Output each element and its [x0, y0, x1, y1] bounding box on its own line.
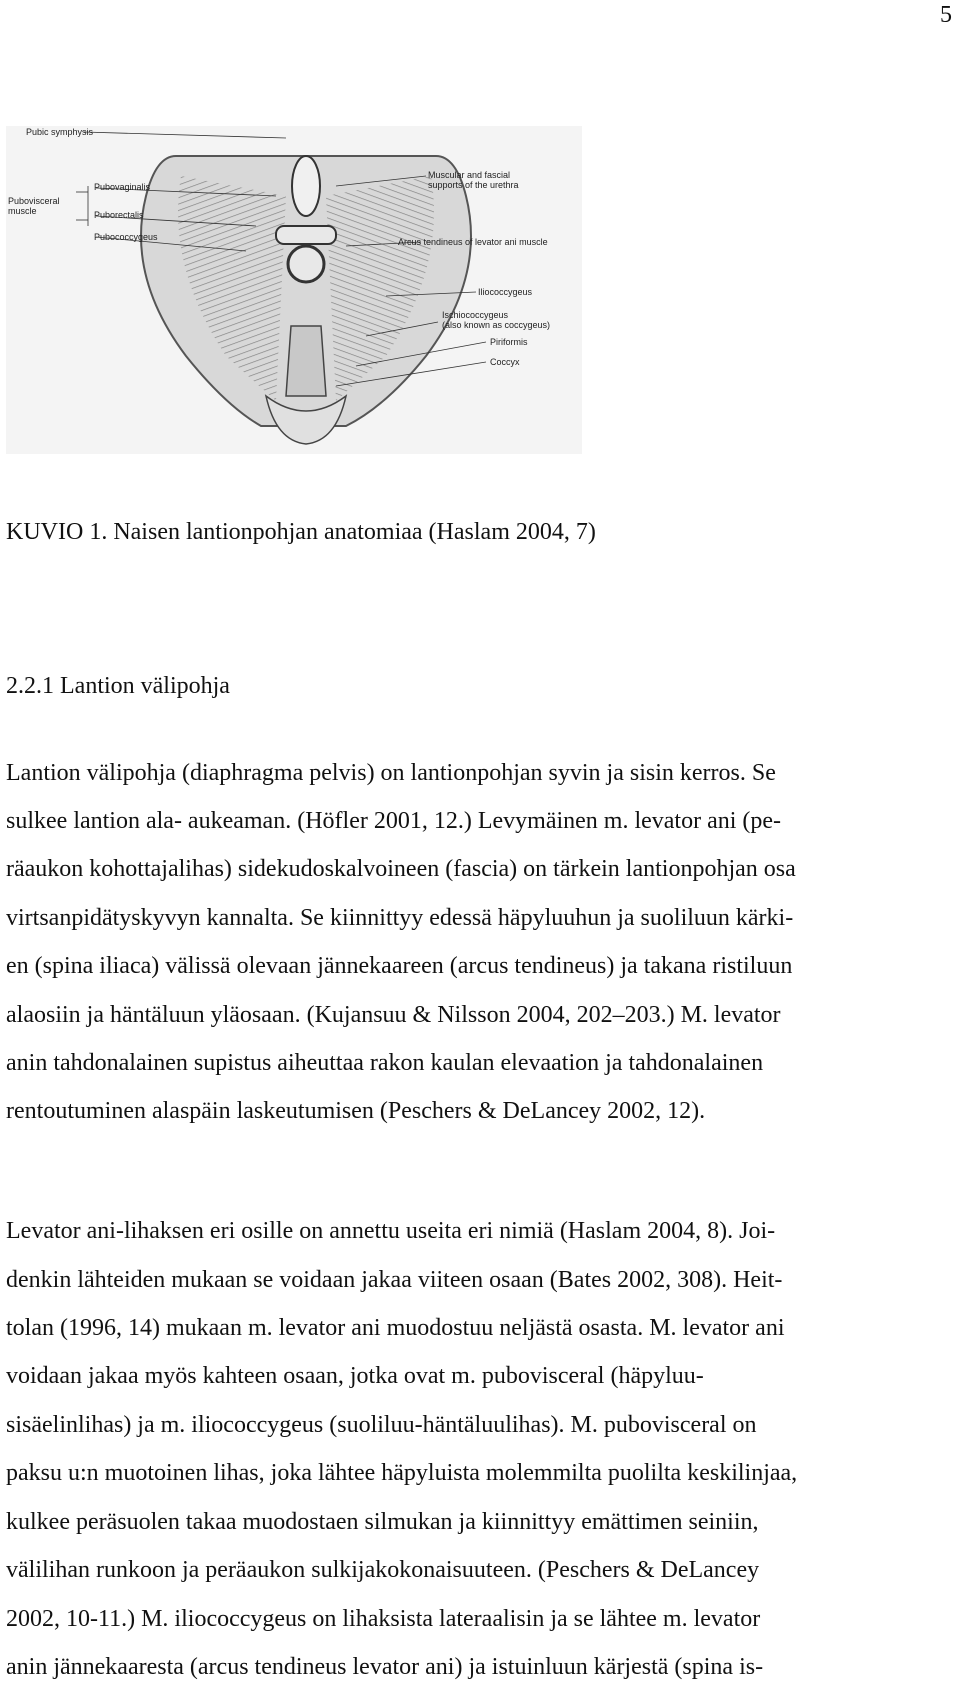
- paragraph-line: anin tahdonalainen supistus aiheuttaa rakon kaulan elevaation ja tahdonalainen: [6, 1050, 764, 1076]
- paragraph-line: en (spina iliaca) välissä olevaan jännekaareen (arcus tendineus) ja takana ristiluun: [6, 953, 793, 979]
- label-iliococcygeus: Iliococcygeus: [478, 287, 533, 297]
- paragraph-line: virtsanpidätyskyvyn kannalta. Se kiinnittyy edessä häpyluuhun ja suoliluun kärki-: [6, 905, 794, 931]
- paragraph-line: sulkee lantion ala- aukeaman. (Höfler 2001, 12.) Levymäinen m. levator ani (pe-: [6, 808, 782, 834]
- paragraph-line: rentoutuminen alaspäin laskeutumisen (Peschers & DeLancey 2002, 12).: [6, 1098, 706, 1124]
- section-heading: 2.2.1 Lantion välipohja: [6, 673, 230, 699]
- paragraph-line: Lantion välipohja (diaphragma pelvis) on lantionpohjan syvin ja sisin kerros. Se: [6, 760, 776, 786]
- label-pubovisceral-muscle-1: Pubovisceral: [8, 196, 60, 206]
- page-number: 5: [940, 2, 952, 28]
- paragraph-line: Levator ani-lihaksen eri osille on annettu useita eri nimiä (Haslam 2004, 8). Joi-: [6, 1218, 776, 1244]
- paragraph-line: alaosiin ja häntäluun yläosaan. (Kujansuu & Nilsson 2004, 202–203.) M. levator: [6, 1002, 781, 1028]
- paragraph-line: paksu u:n muotoinen lihas, joka lähtee häpyluista molemmilta puolilta keskilinjaa,: [6, 1460, 798, 1486]
- paragraph-line: räaukon kohottajalihas) sidekudoskalvoineen (fascia) on tärkein lantionpohjan osa: [6, 856, 796, 882]
- pelvic-floor-figure: [6, 126, 582, 454]
- paragraph-line: tolan (1996, 14) mukaan m. levator ani muodostuu neljästä osasta. M. levator ani: [6, 1315, 785, 1341]
- vagina-shape: [276, 226, 336, 244]
- figure-caption: KUVIO 1. Naisen lantionpohjan anatomiaa (Haslam 2004, 7): [6, 519, 596, 545]
- rectum-shape: [288, 246, 324, 282]
- paragraph-line: denkin lähteiden mukaan se voidaan jakaa viiteen osaan (Bates 2002, 308). Heit-: [6, 1267, 783, 1293]
- label-pubococcygeus: Pubococcygeus: [94, 232, 158, 242]
- label-puborectalis: Puborectalis: [94, 210, 144, 220]
- paragraph-line: anin jännekaaresta (arcus tendineus levator ani) ja istuinluun kärjestä (spina is-: [6, 1654, 764, 1680]
- label-muscular-fascial-2: supports of the urethra: [428, 180, 519, 190]
- paragraph-line: 2002, 10-11.) M. iliococcygeus on lihaksista lateraalisin ja se lähtee m. levator: [6, 1606, 761, 1632]
- paragraph-line: voidaan jakaa myös kahteen osaan, jotka ovat m. pubovisceral (häpyluu-: [6, 1363, 704, 1389]
- label-pubovaginalis: Pubovaginalis: [94, 182, 151, 192]
- label-ischiococcygeus-2: (also known as coccygeus): [442, 320, 551, 330]
- paragraph-line: sisäelinlihas) ja m. iliococcygeus (suoliluu-häntäluulihas). M. pubovisceral on: [6, 1412, 757, 1438]
- label-piriformis: Piriformis: [490, 337, 528, 347]
- coccyx-shape: [286, 326, 326, 396]
- label-ischiococcygeus-1: Ischiococcygeus: [442, 310, 509, 320]
- label-arcus-tendineus: Arcus tendineus of levator ani muscle: [398, 237, 548, 247]
- label-pubovisceral-muscle-2: muscle: [8, 206, 37, 216]
- label-pubic-symphysis: Pubic symphysis: [26, 127, 94, 137]
- label-coccyx: Coccyx: [490, 357, 520, 367]
- paragraph-line: välilihan runkoon ja peräaukon sulkijakokonaisuuteen. (Peschers & DeLancey: [6, 1557, 760, 1583]
- label-muscular-fascial-1: Muscular and fascial: [428, 170, 511, 180]
- urethra-shape: [292, 156, 320, 216]
- paragraph-line: kulkee peräsuolen takaa muodostaen silmukan ja kiinnittyy emättimen seiniin,: [6, 1509, 759, 1535]
